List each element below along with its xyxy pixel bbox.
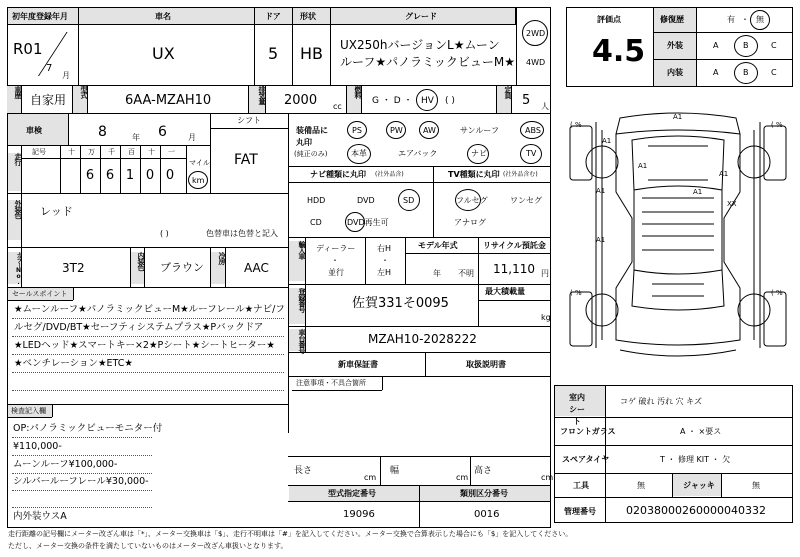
interior-a: A [713,68,719,77]
equip-aw: AW [423,126,436,135]
shift-label: シフト [237,116,261,125]
usage-value: 自家用 [30,93,67,107]
fuel-label: 燃料 [347,86,361,113]
exterior-c: C [771,41,777,50]
management-value: 02038000260000040332 [626,504,766,517]
registration-value: 佐賀331そ0095 [352,296,449,311]
repair-yes: 有 [727,15,735,24]
tv-fullseg: フルセグ [456,196,488,205]
damage-code: A1 [596,236,606,244]
mileage-digit: 6 [105,168,115,183]
max-load-unit: kg [541,313,551,322]
header-band [7,7,516,25]
navi-hdd: HDD [307,196,326,205]
chassis-label: 車台番号 [289,329,305,351]
grade-label: グレード [405,12,437,21]
interior-seat-items: コゲ 破れ 汚れ 穴 キズ [620,397,703,406]
exterior-a: A [713,41,719,50]
inspector-line: シルバールーフレール¥30,000- [13,476,149,487]
mileage-digit: 0 [165,168,175,183]
displacement-value: 2000 [284,93,318,108]
category-number-label: 類別区分番号 [460,489,508,498]
model-year-unknown: 不明 [458,269,474,278]
top-view-body [616,113,740,356]
tools-label: 工具 [573,481,589,490]
length-unit: cm [364,473,377,482]
equip-sunroof: サンルーフ [460,126,499,135]
inspector-label: 検査記入欄 [11,407,46,415]
model-year-label: モデル年式 [418,241,458,250]
fuel-paren: ( ) [445,96,455,106]
inspection-year-unit: 年 [132,133,140,142]
inspector-line: 内外装ウスA [13,511,67,522]
import-dot-2: ・ [381,256,389,265]
inspection-month: 6 [158,124,167,140]
manual-label: 取扱説明書 [466,360,506,369]
type-number-value: 19096 [343,509,375,520]
management-label: 管理番号 [564,507,596,516]
category-number-value: 0016 [474,509,500,520]
mileage-kigou: 記号 [32,148,46,156]
equip-tv: TV [526,149,537,158]
equip-airbag: エアバック [398,149,438,158]
navi-sd: SD [403,196,415,205]
shift-value: FAT [234,152,258,168]
eval-label: 評価点 [597,15,621,24]
type-number-label: 型式指定番号 [328,489,376,498]
eval-score: 4.5 [592,34,646,69]
recycle-yen: 円 [541,269,549,278]
place-ju-man: 十 [68,148,75,156]
tv-title-sub: (社外品含む) [503,171,538,178]
color-code-value: 3T2 [62,261,85,275]
sales-point-line: ★ベンチレーション★ETC★ [14,358,133,369]
chassis-value: MZAH10-2028222 [368,332,477,346]
first-reg-month-unit: 月 [62,71,70,80]
damage-code: A1 [596,187,606,195]
sales-point-line: ★ムーンルーフ★パノラミックビューM★ルーフレール★ナビ/フ [14,304,285,315]
equip-pw: PW [390,126,403,135]
exterior-label: 外装 [667,41,683,50]
import-dealer: ディーラー [316,244,356,253]
equip-ps: PS [352,126,362,135]
navi-cd: CD [310,218,322,227]
recycle-label: リサイクル預託金 [483,241,546,250]
color-paren: ( ) [160,229,169,238]
drive-4wd: 4WD [526,58,546,67]
place-man: 万 [88,148,95,156]
inspector-line: ¥110,000- [13,441,62,452]
model-label: 型式 [73,86,87,113]
drive-2wd: 2WD [526,29,546,38]
fuel-selected: HV [421,96,434,106]
first-reg-year: R01 [13,40,43,58]
jack-value: 無 [752,481,760,490]
interior-b: B [743,68,749,77]
cc-unit: cc [333,102,342,111]
navi-dvd: DVD [357,196,375,205]
damage-code: A1 [719,170,729,178]
model-year-year: 年 [433,269,441,278]
first-reg-month: 7 [46,63,53,74]
interior-color-label: 内装色 [131,252,144,284]
km-label: km [192,176,205,185]
wheel-mark: ( % [771,289,783,297]
spare-label: スペアタイヤ [562,455,610,464]
mileage-digit: 6 [85,168,95,183]
equipment-label-2: 丸印 [296,138,312,147]
usage-label: 車歴 [7,86,21,113]
inspection-year: 8 [98,124,107,140]
damage-code: A1 [602,137,612,145]
registration-label: 登録番号 [289,288,305,324]
spare-value: T ・ 修理 KIT ・ 欠 [660,455,731,464]
mile-label: マイル [189,159,210,167]
tv-oneseg: ワンセグ [510,196,542,205]
inspector-line: ムーンルーフ¥100,000- [13,459,118,470]
inspection-month-unit: 月 [188,133,196,142]
right-handle: 右H [377,244,392,253]
first-reg-label: 初年度登録年月 [12,12,68,21]
height-label: 高さ [474,466,493,476]
ac-label: 冷房 [211,252,225,284]
footer-note-2: ただし、メーター交換の条件を満たしていないものはメーター改ざん車扱いとなります。 [8,542,288,550]
color-code-label: カラーNo. [8,252,21,284]
doors-value: 5 [268,44,279,63]
navi-dvd-play: DVD再生可 [347,218,389,227]
sales-point-line: ★LEDヘッド★スマートキー×2★Pシート★シートヒーター★ [14,340,275,351]
left-handle: 左H [377,268,392,277]
equip-abs: ABS [525,126,541,135]
car-name-label: 車名 [155,12,171,21]
tools-value: 無 [637,481,645,490]
wheel-mark: ( % [771,121,783,129]
interior-c: C [771,68,777,77]
max-load-label: 最大積載量 [485,287,525,296]
glass-value: A ・ ×要ス [680,427,722,436]
interior-seat-label: 室内シート [569,393,585,426]
door-label: ドア [265,12,281,21]
import-parallel: 並行 [328,268,344,277]
ac-value: AAC [244,261,269,275]
color-note: 色替車は色替と記入 [206,229,278,238]
import-dot: ・ [331,256,339,265]
exterior-b: B [743,41,749,50]
navi-title: ナビ種類に丸印 [310,170,366,179]
sales-point-label: セールスポイント [12,290,68,298]
repair-no: 無 [756,15,764,24]
width-label: 幅 [390,466,400,476]
equipment-label-1: 装備品に [296,126,328,135]
glass-label: フロントガラス [560,427,616,436]
place-sen: 千 [108,148,115,156]
place-hyaku: 百 [128,148,135,156]
mileage-label: 走行 [8,153,21,191]
model-value: 6AA-MZAH10 [125,93,212,108]
mileage-digit: 0 [145,168,155,183]
tv-analog: アナログ [454,218,486,227]
place-ju: 十 [148,148,155,156]
car-name-value: UX [152,44,175,63]
capacity-label: 定員 [497,86,511,113]
left-side-body [570,122,602,348]
equip-navi: ナビ [471,149,487,158]
shape-value: HB [300,44,324,63]
repair-label: 修復歴 [660,15,684,24]
color-label: 外装色 [8,200,21,240]
damage-code: A1 [693,188,703,196]
damage-code: A1 [673,113,683,121]
footer-note-1: 走行距離の記号欄にメーター改ざん車は「*」、メーター交換車は「$」、走行不明車は「#」を記入してください。メーター交換で合算表示した場合にも「$」を記入してください。 [8,530,573,538]
height-unit: cm [541,473,554,482]
length-label: 長さ [294,466,313,476]
navi-title-sub: (社外品含) [375,171,404,178]
recycle-value: 11,110 [493,262,535,276]
repair-dot: ・ [741,15,749,24]
mileage-digit: 1 [125,168,135,183]
interior-label: 内装 [667,68,683,77]
equip-leather: 本革 [351,149,367,158]
right-side-body [754,122,786,348]
damage-code: XX [727,200,737,208]
interior-color-value: ブラウン [160,261,204,274]
capacity-value: 5 [522,93,531,108]
sales-point-line: ルセグ/DVD/BT★セーフティシステムプラス★Pバックドア [14,322,264,333]
equipment-label-3: (純正のみ) [294,150,328,158]
grade-line-1: UX250hバージョンL★ムーン [340,38,500,52]
place-ichi: 一 [168,148,175,156]
inspector-line: OP:パノラミックビューモニター付 [13,423,163,434]
grade-line-2: ルーフ★パノラミックビューM★ [340,55,516,69]
notes-label: 注意事項・不具合箇所 [296,379,366,387]
color-value: レッド [40,205,73,218]
wheel-mark: ( % [570,289,582,297]
shape-label: 形状 [300,12,316,21]
displacement-label: 排気量 [249,86,265,113]
inspection-label: 車検 [26,126,42,135]
wheel-mark: ( % [570,121,582,129]
jack-label: ジャッキ [683,481,715,490]
width-unit: cm [456,473,469,482]
import-label: 輸入車 [289,241,305,281]
new-warranty-label: 新車保証書 [338,360,378,369]
fuel-options: G ・ D ・ [372,96,413,106]
tv-title: TV種類に丸印 [448,170,500,179]
capacity-unit: 人 [541,102,549,111]
damage-code: A1 [638,162,648,170]
